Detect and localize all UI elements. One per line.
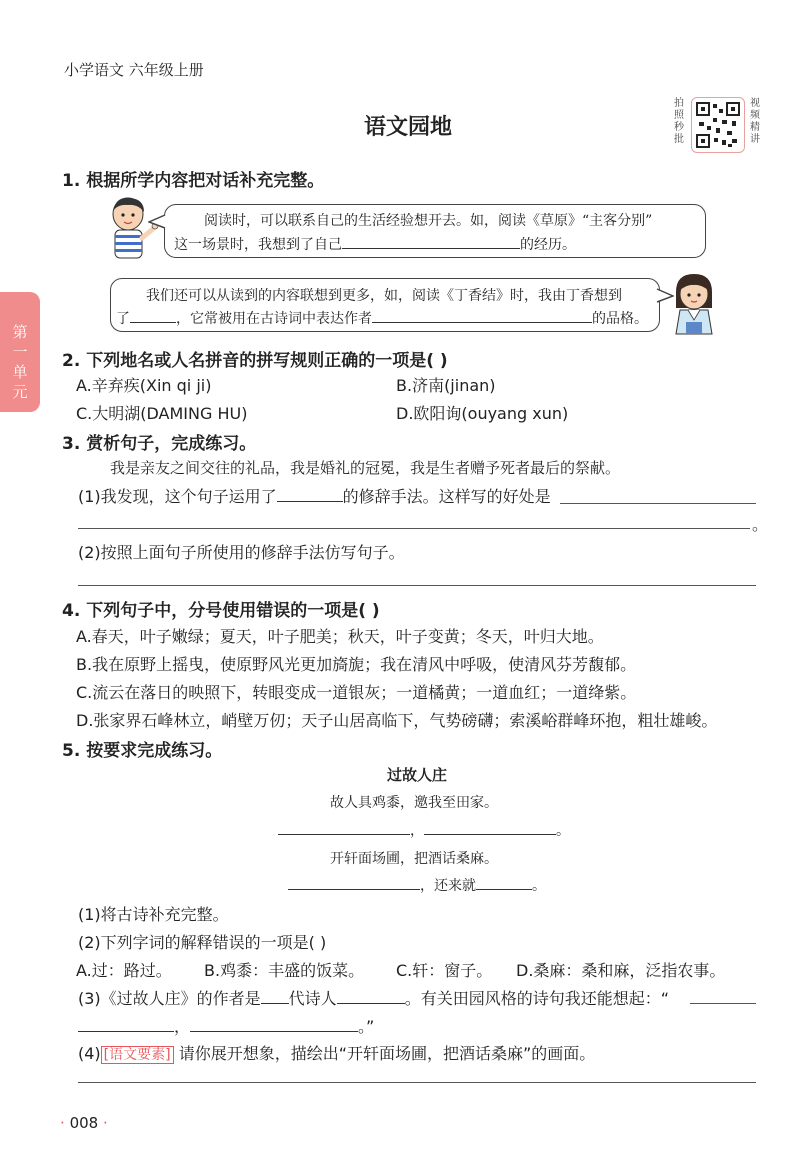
dot-icon: ·	[102, 1114, 108, 1132]
poem-line-3: 开轩面场圃，把酒话桑麻。	[330, 851, 498, 867]
girl-line-1: 我们还可以从读到的内容联想到更多，如，阅读《丁香结》时，我由丁香想到	[146, 288, 622, 304]
bubble-tail-icon	[148, 214, 166, 230]
blank-poem-line-2b[interactable]	[424, 833, 556, 835]
q3-part1-end: 。	[752, 515, 769, 534]
q4-option-b[interactable]: B.我在原野上摇曳，使原野风光更加旖旎；我在清风中呼吸，使清风芬芳馥郁。	[76, 655, 637, 674]
qr-label-right: 视频精讲	[750, 98, 760, 145]
page-title: 语文园地	[364, 115, 453, 140]
q5-label: 5. 按要求完成练习。	[62, 741, 223, 761]
blank-girl-quality[interactable]	[372, 321, 592, 323]
element-tag: [语文要素]	[101, 1046, 174, 1064]
q2-option-c[interactable]: C.大明湖(DAMING HU)	[76, 404, 248, 423]
poem-title: 过故人庄	[387, 766, 448, 784]
q4-option-d[interactable]: D.张家界石峰林立，峭壁万仞；天子山居高临下，气势磅礴；索溪峪群峰环抱，粗壮雄峻。	[76, 711, 718, 730]
answer-line[interactable]	[78, 1082, 756, 1083]
unit-side-tab	[0, 292, 40, 412]
q4-option-c[interactable]: C.流云在落日的映照下，转眼变成一道银灰；一道橘黄；一道血红；一道绛紫。	[76, 683, 637, 702]
answer-line[interactable]	[78, 528, 750, 529]
q2-option-b[interactable]: B.济南(jinan)	[396, 376, 496, 395]
q5-part1: (1)将古诗补充完整。	[78, 905, 229, 924]
q3-part2: (2)按照上面句子所使用的修辞手法仿写句子。	[78, 543, 405, 562]
q3-label: 3. 赏析句子，完成练习。	[62, 434, 257, 454]
boy-line-2: 这一场景时，我想到了自己 的经历。	[174, 237, 576, 253]
blank-rhetoric[interactable]	[277, 500, 343, 502]
blank-verse-a[interactable]	[78, 1030, 174, 1032]
q5-part2-option-a[interactable]: A.过：路过。	[76, 961, 172, 980]
poem-line-4: ，还来就 。	[288, 875, 546, 895]
q5-part3-line2: ， 。”	[78, 1014, 374, 1037]
page-number: · 008 ·	[60, 1114, 108, 1132]
q5-part2-option-b[interactable]: B.鸡黍：丰盛的饭菜。	[204, 961, 365, 980]
q5-part3: (3)《过故人庄》的作者是 代诗人 。有关田园风格的诗句我还能想起：“	[78, 989, 669, 1008]
answer-line[interactable]	[690, 1003, 756, 1004]
dot-icon: ·	[60, 1114, 65, 1132]
boy-line-1: 阅读时，可以联系自己的生活经验想开去。如，阅读《草原》“主客分别”	[204, 213, 653, 229]
blank-poet[interactable]	[337, 1002, 405, 1004]
girl-illustration-icon	[666, 270, 722, 336]
q4-option-a[interactable]: A.春天，叶子嫩绿；夏天，叶子肥美；秋天，叶子变黄；冬天，叶归大地。	[76, 627, 604, 646]
qr-label-left: 拍照秒批	[674, 98, 684, 145]
q3-sentence: 我是亲友之间交往的礼品，我是婚礼的冠冕，我是生者赠予死者最后的祭献。	[110, 459, 621, 477]
q5-part4: (4) [语文要素] 请你展开想象，描绘出“开轩面场圃，把酒话桑麻”的画面。	[78, 1044, 596, 1063]
q2-option-a[interactable]: A.辛弃疾(Xin qi ji)	[76, 376, 212, 395]
blank-girl-image[interactable]	[130, 321, 176, 323]
blank-boy-experience[interactable]	[342, 247, 520, 249]
blank-poem-line-2a[interactable]	[278, 833, 410, 835]
q5-part2: (2)下列字词的解释错误的一项是( )	[78, 933, 327, 952]
q2-label: 2. 下列地名或人名拼音的拼写规则正确的一项是( )	[62, 351, 448, 371]
answer-line[interactable]	[560, 503, 756, 504]
blank-verse-b[interactable]	[190, 1030, 358, 1032]
q3-part1: (1)我发现，这个句子运用了 的修辞手法。这样写的好处是	[78, 487, 551, 506]
q5-part2-option-d[interactable]: D.桑麻：桑和麻，泛指农事。	[516, 961, 726, 980]
q2-option-d[interactable]: D.欧阳询(ouyang xun)	[396, 404, 569, 423]
side-tab-label: 第一单元	[12, 323, 28, 401]
blank-poem-line-4a[interactable]	[288, 888, 420, 890]
q5-part2-option-c[interactable]: C.轩：窗子。	[396, 961, 493, 980]
blank-dynasty[interactable]	[261, 1002, 289, 1004]
q1-label: 1. 根据所学内容把对话补充完整。	[62, 171, 325, 191]
blank-poem-line-4b[interactable]	[476, 888, 532, 890]
answer-line[interactable]	[78, 585, 756, 586]
girl-line-2: 了 ，它常被用在古诗词中表达作者 的品格。	[116, 311, 648, 327]
qr-code[interactable]	[691, 97, 745, 153]
q4-label: 4. 下列句子中，分号使用错误的一项是( )	[62, 601, 380, 621]
book-title: 小学语文 六年级上册	[64, 61, 204, 79]
poem-line-1: 故人具鸡黍，邀我至田家。	[330, 795, 498, 811]
poem-line-2: ， 。	[278, 820, 570, 840]
qr-code-icon	[692, 98, 744, 152]
